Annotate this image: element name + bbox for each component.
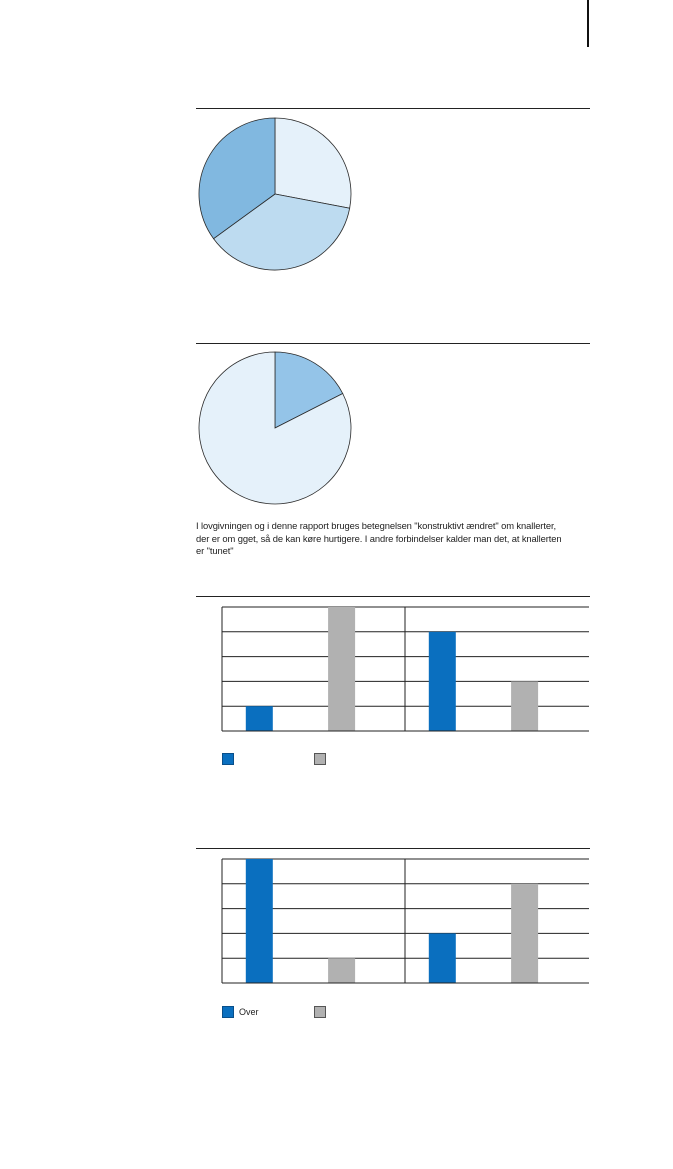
chart-4-top-rule	[196, 848, 590, 849]
body-paragraph	[196, 520, 596, 558]
pie-slice-1	[275, 118, 351, 208]
legend-swatch-blue	[222, 1006, 234, 1018]
bar-series-1-panel-2	[429, 632, 456, 731]
legend-label-over: Over	[239, 1007, 259, 1017]
bar-series-1-panel-1	[246, 706, 273, 731]
body-text-line-1: I lovgivningen og i denne rapport bruges betegnelsen "konstruktivt ændret" om knallerter,	[196, 520, 556, 531]
bar-series-2-panel-1	[328, 607, 355, 731]
page-marker	[587, 0, 589, 47]
bar-series-2-panel-2	[511, 681, 538, 731]
bar-series-1-panel-1	[246, 859, 273, 983]
legend-swatch-blue	[222, 753, 234, 765]
bar-chart-1-legend	[222, 753, 542, 767]
bar-chart-1	[196, 601, 592, 743]
chart-1-top-rule	[196, 108, 590, 109]
chart-3-top-rule	[196, 596, 590, 597]
bar-chart-2	[196, 853, 592, 995]
pie-chart-2	[196, 349, 356, 509]
bar-series-1-panel-2	[429, 933, 456, 983]
bar-chart-2-legend	[222, 1006, 542, 1020]
legend-swatch-grey	[314, 753, 326, 765]
bar-series-2-panel-2	[511, 884, 538, 983]
legend-swatch-grey	[314, 1006, 326, 1018]
pie-chart-1	[196, 115, 356, 275]
chart-2-top-rule	[196, 343, 590, 344]
body-text-line-3: er "tunet"	[196, 545, 234, 557]
body-text-line-2: der er om gget, så de kan køre hurtigere. I andre forbindelser kalder man det, at knallerten	[196, 532, 562, 544]
bar-series-2-panel-1	[328, 958, 355, 983]
